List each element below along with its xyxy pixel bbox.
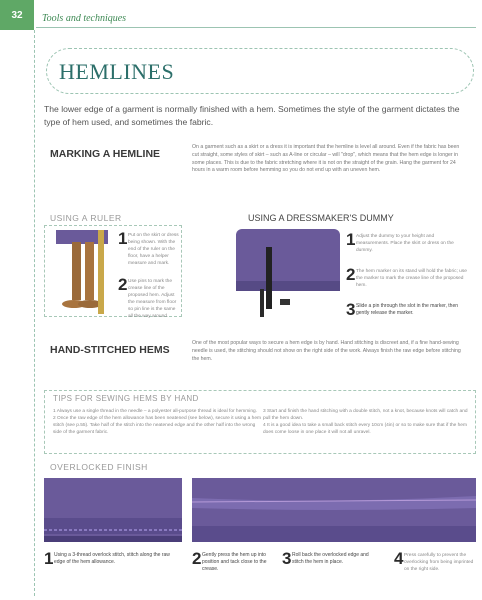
step-number: 4	[394, 549, 404, 568]
overlock-step-3	[282, 549, 372, 578]
intro-text: The lower edge of a garment is normally finished with a hem. Sometimes the style of the garment dictates the type of hem used, and sometimes the fabric.	[44, 104, 460, 127]
dummy-step-1	[346, 230, 474, 259]
tips-title: TIPS FOR SEWING HEMS BY HAND	[53, 394, 199, 403]
tips-box	[44, 390, 476, 454]
step-number: 1	[118, 229, 128, 248]
tip-item: 1 Always use a single thread in the needle – a polyester all-purpose thread is ideal for hemming.	[53, 409, 257, 414]
margin-rule	[34, 30, 35, 596]
title-box	[46, 48, 474, 94]
marking-body: On a garment such as a skirt or a dress it is important that the hemline is level all around. Even if the fabric has been cut straight, some styles of skirt – such as A-line or circular – will "drop", which means that the hem edge is longer in some places. This is due to the fabric stretching where it is not on the straight of the grain. Hang the garment for 24 hours in a warm room before hemming so you do not end up with an uneven hem.	[192, 144, 460, 174]
step-text: Put on the skirt or dress being shown. With the end of the ruler on the floor, have a helper measure and mark.	[128, 233, 179, 266]
step-number: 3	[282, 549, 292, 568]
overlock-step-4	[394, 549, 478, 582]
step-text: Use pins to mark the crease line of the proposed hem. Adjust the measure from floor so pin line is the same all the way around.	[128, 279, 177, 319]
ruler-step-1	[118, 229, 180, 272]
step-number: 2	[192, 549, 202, 568]
handstitched-body: One of the most popular ways to secure a hem edge is by hand. Hand stitching is discreet and, if a fine hand-sewing needle is used, the stitching should not show on the right side of the work. Always finish the raw edge before stitching the hem.	[192, 340, 461, 362]
tips-column-right	[263, 408, 473, 436]
ruler-label: USING A RULER	[50, 213, 122, 223]
step-text: Roll back the overlocked edge and stitch the hem in place.	[292, 552, 369, 565]
step-text: The hem marker on its stand will hold the fabric; use the marker to mark the crease line of the proposed hem.	[356, 269, 467, 288]
page-number: 32	[0, 0, 34, 30]
overlock-step-2	[192, 549, 278, 578]
step-text: Gently press the hem up into position and tack close to the crease.	[202, 552, 267, 572]
ruler-step-2	[118, 275, 180, 319]
step-number: 2	[346, 265, 356, 284]
dummy-photo	[236, 229, 340, 319]
dummy-label: USING A DRESSMAKER'S DUMMY	[248, 213, 394, 223]
overlock-step-1	[44, 549, 184, 578]
page-title: HEMLINES	[59, 59, 175, 84]
step-number: 1	[44, 549, 54, 568]
step-number: 1	[346, 230, 356, 249]
tip-item: 4 It is a good idea to take a small back stitch every 10cm (4in) or so to make sure that if the hem does come loose in one place it will not all unravel.	[263, 423, 467, 435]
handstitched-heading: HAND-STITCHED HEMS	[50, 344, 170, 356]
dummy-step-3	[346, 300, 474, 323]
step-text: Press carefully to prevent the overlocking from being imprinted on the right side.	[404, 553, 474, 572]
tips-column-left	[53, 408, 263, 436]
marking-heading: MARKING A HEMLINE	[50, 148, 161, 160]
overlocked-label: OVERLOCKED FINISH	[50, 462, 148, 472]
step-text: Adjust the dummy to your height and measurements. Place the skirt or dress on the dummy.	[356, 234, 454, 253]
section-title: Tools and techniques	[42, 13, 127, 24]
overlock-photo-1	[44, 478, 182, 542]
step-text: Using a 3-thread overlock stitch, stitch along the raw edge of the hem allowance.	[54, 552, 170, 565]
step-number: 2	[118, 275, 128, 294]
overlock-photo-2	[192, 478, 476, 542]
tip-item: 2 Once the raw edge of the hem allowance has been neatened (see below), secure it using a hem stitch (see p.55). Take half of the stitch into the neatened edge and the other half into the wrong side of the garment fabric.	[53, 416, 261, 435]
header-rule	[36, 27, 476, 28]
step-text: Slide a pin through the slot in the marker, then gently release the marker.	[356, 303, 459, 316]
dummy-step-2	[346, 265, 474, 294]
tip-item: 3 Start and finish the hand stitching with a double stitch, not a knot, because knots will catch and pull the hem down.	[263, 409, 468, 421]
ruler-photo	[52, 230, 112, 314]
step-number: 3	[346, 300, 356, 319]
